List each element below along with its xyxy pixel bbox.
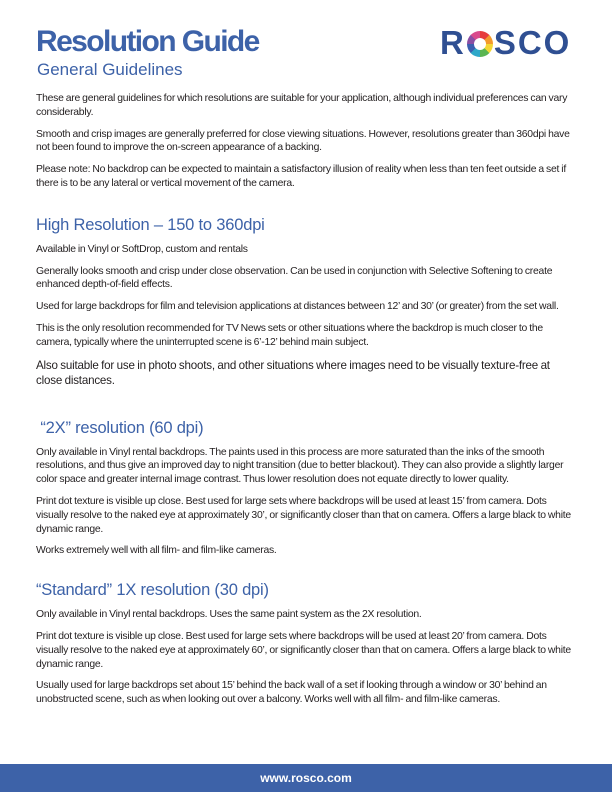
section-paragraph: This is the only resolution recommended for TV News sets or other situations where the backdrop is much closer to the camera, typically where the uninterrupted scene is 6’-12’ behind main subject.	[36, 322, 543, 348]
section-paragraph: Available in Vinyl or SoftDrop, custom and rentals	[36, 243, 248, 255]
section-paragraph: Also suitable for use in photo shoots, and other situations where images need to be visually texture-free at close distances.	[36, 358, 550, 387]
rosco-logo: R SCO	[440, 24, 572, 61]
section-paragraph: Only available in Vinyl rental backdrops. The paints used in this process are more saturated than the inks of the smooth resolutions, and thus give an improved day to night transition (due to better blackout). They can also provide a slightly larger color space and greater internal image contrast. Thus lower resolution does not equate directly to lower quality.	[36, 446, 564, 486]
intro-paragraph: Smooth and crisp images are generally preferred for close viewing situations. However, resolutions greater than 360dpi have not been found to improve the on-screen appearance of a backing.	[36, 128, 570, 154]
intro-paragraph: These are general guidelines for which resolutions are suitable for your application, although individual preferences can vary considerably.	[36, 93, 568, 118]
document-body	[36, 92, 578, 715]
section-heading-2x-resolution: “2X” resolution (60 dpi)	[36, 418, 204, 437]
page-title: Resolution Guide	[36, 25, 259, 58]
section-heading-high-resolution: High Resolution – 150 to 360dpi	[36, 215, 265, 234]
section-paragraph: Used for large backdrops for film and television applications at distances between 12’ and 30’ (or greater) from the set wall.	[36, 301, 559, 313]
section-paragraph: Works extremely well with all film- and film-like cameras.	[36, 545, 277, 557]
section-paragraph: Print dot texture is visible up close. Best used for large sets where backdrops will be used at least 15’ from camera. Dots visually resolve to the naked eye at approximately 30’, or significantly closer than that on camera. Offers a large black to white dynamic range.	[36, 495, 571, 535]
section-heading-standard-resolution: “Standard” 1X resolution (30 dpi)	[36, 581, 269, 600]
intro-paragraph: Please note: No backdrop can be expected to maintain a satisfactory illusion of reality when less than ten feet outside a set if there is to be any lateral or vertical movement of the camera.	[36, 164, 566, 189]
color-wheel-logo-icon	[467, 31, 493, 57]
section-paragraph: Only available in Vinyl rental backdrops. Uses the same paint system as the 2X resolution.	[36, 609, 422, 621]
section-paragraph: Usually used for large backdrops set about 15’ behind the back wall of a set if looking through a window or 30’ behind an unobstructed scene, such as when looking out over a balcony. Works well with all film- and film-like cameras.	[36, 680, 547, 706]
page-subtitle: General Guidelines	[37, 60, 183, 79]
footer-url-link[interactable]: www.rosco.com	[260, 771, 352, 785]
section-paragraph: Print dot texture is visible up close. Best used for large sets where backdrops will be used at least 20’ from camera. Dots visually resolve to the naked eye at approximately 60’, or significantly closer than that on camera. Offers a large black to white dynamic range.	[36, 630, 571, 670]
section-paragraph: Generally looks smooth and crisp under close observation. Can be used in conjunction with Selective Softening to create enhanced depth-of-field effects.	[36, 265, 553, 291]
footer-bar	[0, 764, 612, 792]
